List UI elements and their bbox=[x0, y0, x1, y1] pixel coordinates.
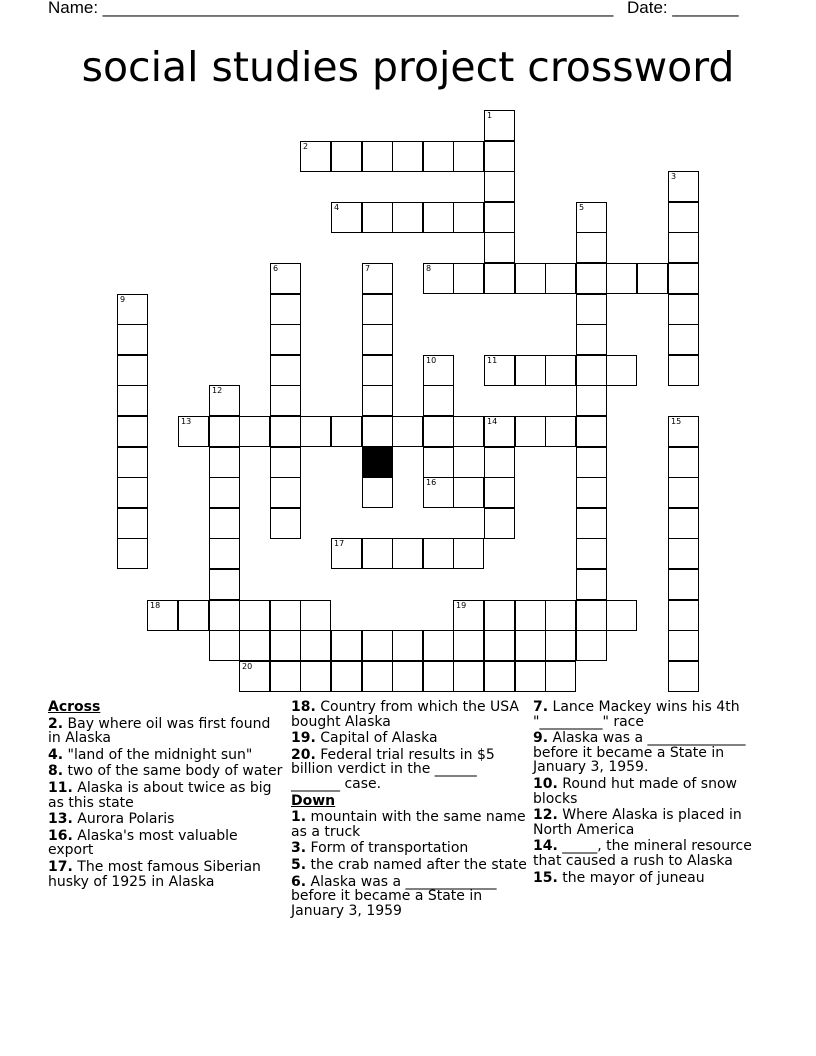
down-heading: Down bbox=[291, 792, 336, 809]
crossword-cell[interactable] bbox=[239, 630, 270, 661]
clue-item bbox=[291, 748, 529, 792]
crossword-cell[interactable] bbox=[576, 630, 607, 661]
crossword-cell[interactable] bbox=[270, 447, 301, 478]
clue-number-label: 4. bbox=[48, 746, 64, 763]
clue-number: 10 bbox=[426, 356, 437, 365]
crossword-cell[interactable] bbox=[576, 508, 607, 539]
across-clue-list bbox=[48, 717, 286, 890]
clue-number-label: 13. bbox=[48, 811, 73, 828]
clue-number-label: 10. bbox=[533, 775, 558, 792]
crossword-cell[interactable] bbox=[270, 600, 301, 631]
crossword-cell[interactable] bbox=[668, 263, 699, 294]
crossword-cell[interactable] bbox=[270, 477, 301, 508]
crossword-cell[interactable] bbox=[484, 171, 515, 202]
crossword-cell[interactable] bbox=[270, 661, 301, 692]
clue-item bbox=[291, 731, 529, 746]
clue-item bbox=[533, 808, 771, 837]
crossword-cell[interactable] bbox=[423, 202, 454, 233]
crossword-cell[interactable] bbox=[668, 661, 699, 692]
crossword-cell[interactable] bbox=[209, 630, 240, 661]
clue-text: mountain with the same name as a truck bbox=[291, 809, 526, 840]
crossword-cell[interactable] bbox=[392, 202, 423, 233]
clue-text: Alaska was a ______________ before it became a State in January 3, 1959. bbox=[533, 730, 746, 776]
crossword-cell[interactable] bbox=[270, 508, 301, 539]
crossword-cell[interactable] bbox=[423, 141, 454, 172]
crossword-cell[interactable] bbox=[270, 416, 301, 447]
crossword-cell[interactable] bbox=[209, 569, 240, 600]
crossword-cell[interactable] bbox=[515, 263, 546, 294]
crossword-cell[interactable] bbox=[117, 355, 148, 386]
clue-number: 4 bbox=[334, 203, 340, 212]
clue-number: 18 bbox=[150, 601, 161, 610]
clue-number-label: 7. bbox=[533, 699, 549, 715]
clue-item bbox=[48, 829, 286, 858]
crossword-cell[interactable] bbox=[331, 661, 362, 692]
crossword-cell[interactable] bbox=[668, 202, 699, 233]
crossword-cell[interactable] bbox=[239, 600, 270, 631]
crossword-cell[interactable] bbox=[209, 447, 240, 478]
clue-number: 5 bbox=[579, 203, 585, 212]
crossword-cell[interactable] bbox=[453, 600, 484, 631]
clue-text: Federal trial results in $5 billion verdict in the ______ _______ case. bbox=[291, 746, 495, 792]
crossword-cell[interactable] bbox=[270, 630, 301, 661]
clue-text: Capital of Alaska bbox=[315, 730, 438, 747]
crossword-cell[interactable] bbox=[453, 416, 484, 447]
crossword-cell[interactable] bbox=[576, 232, 607, 263]
crossword-cell[interactable] bbox=[362, 385, 393, 416]
clue-text: Alaska is about twice as big as this state bbox=[48, 779, 272, 811]
crossword-cell[interactable] bbox=[668, 630, 699, 661]
clue-number-label: 1. bbox=[291, 809, 307, 826]
crossword-cell[interactable] bbox=[484, 447, 515, 478]
crossword-cell[interactable] bbox=[331, 630, 362, 661]
clue-number-label: 15. bbox=[533, 869, 558, 886]
crossword-cell[interactable] bbox=[270, 324, 301, 355]
crossword-cell[interactable] bbox=[545, 263, 576, 294]
clue-item bbox=[533, 839, 771, 868]
clue-number-label: 8. bbox=[48, 763, 64, 780]
date-field-label[interactable]: Date: _______ bbox=[627, 0, 739, 17]
clue-text: The most famous Siberian husky of 1925 in Alaska bbox=[48, 858, 261, 890]
crossword-cell[interactable] bbox=[209, 385, 240, 416]
crossword-cell[interactable] bbox=[362, 141, 393, 172]
clue-text: the crab named after the state bbox=[306, 856, 527, 873]
crossword-cell[interactable] bbox=[423, 416, 454, 447]
crossword-cell[interactable] bbox=[423, 447, 454, 478]
clue-item bbox=[291, 841, 529, 856]
crossword-cell[interactable] bbox=[576, 355, 607, 386]
crossword-cell[interactable] bbox=[117, 416, 148, 447]
crossword-cell[interactable] bbox=[147, 600, 178, 631]
crossword-cell[interactable] bbox=[576, 600, 607, 631]
clue-number: 1 bbox=[487, 111, 493, 120]
clue-number: 20 bbox=[242, 662, 253, 671]
clue-item bbox=[291, 875, 529, 919]
clue-number-label: 18. bbox=[291, 699, 316, 715]
crossword-cell[interactable] bbox=[576, 263, 607, 294]
clue-item bbox=[48, 764, 286, 779]
crossword-cell[interactable] bbox=[423, 355, 454, 386]
crossword-cell[interactable] bbox=[576, 294, 607, 325]
crossword-cell[interactable] bbox=[545, 661, 576, 692]
clue-text: Bay where oil was first found in Alaska bbox=[48, 715, 271, 747]
clue-number-label: 16. bbox=[48, 827, 73, 844]
crossword-cell[interactable] bbox=[423, 477, 454, 508]
clue-item bbox=[533, 700, 771, 729]
crossword-cell[interactable] bbox=[576, 569, 607, 600]
crossword-cell[interactable] bbox=[515, 600, 546, 631]
clue-number: 19 bbox=[456, 601, 467, 610]
crossword-cell[interactable] bbox=[331, 416, 362, 447]
clue-number: 8 bbox=[426, 264, 432, 273]
crossword-cell[interactable] bbox=[270, 263, 301, 294]
crossword-cell[interactable] bbox=[362, 202, 393, 233]
crossword-cell[interactable] bbox=[117, 324, 148, 355]
crossword-cell[interactable] bbox=[637, 263, 668, 294]
clue-number-label: 6. bbox=[291, 873, 307, 890]
crossword-cell[interactable] bbox=[117, 447, 148, 478]
crossword-cell[interactable] bbox=[117, 508, 148, 539]
crossword-cell[interactable] bbox=[515, 630, 546, 661]
crossword-cell[interactable] bbox=[576, 202, 607, 233]
crossword-cell[interactable] bbox=[362, 294, 393, 325]
crossword-cell[interactable] bbox=[453, 630, 484, 661]
crossword-cell[interactable] bbox=[392, 661, 423, 692]
clue-number: 6 bbox=[273, 264, 279, 273]
crossword-cell[interactable] bbox=[117, 538, 148, 569]
crossword-cell[interactable] bbox=[209, 508, 240, 539]
clue-text: Aurora Polaris bbox=[72, 811, 175, 828]
clue-number: 9 bbox=[120, 295, 126, 304]
crossword-cell[interactable] bbox=[668, 324, 699, 355]
clue-text: Round hut made of snow blocks bbox=[533, 775, 737, 807]
crossword-cell[interactable] bbox=[484, 355, 515, 386]
down-clue-list-continued bbox=[533, 700, 771, 885]
crossword-cell[interactable] bbox=[453, 538, 484, 569]
clue-number: 16 bbox=[426, 478, 437, 487]
crossword-cell[interactable] bbox=[484, 477, 515, 508]
crossword-cell[interactable] bbox=[453, 263, 484, 294]
crossword-cell[interactable] bbox=[270, 385, 301, 416]
crossword-cell[interactable] bbox=[178, 600, 209, 631]
crossword-cell[interactable] bbox=[668, 447, 699, 478]
crossword-cell[interactable] bbox=[545, 630, 576, 661]
crossword-cell[interactable] bbox=[423, 630, 454, 661]
crossword-cell[interactable] bbox=[606, 263, 637, 294]
crossword-cell[interactable] bbox=[484, 110, 515, 141]
crossword-cell[interactable] bbox=[515, 355, 546, 386]
crossword-cell[interactable] bbox=[392, 141, 423, 172]
crossword-cell[interactable] bbox=[576, 385, 607, 416]
across-clue-list-continued bbox=[291, 700, 529, 792]
clue-text: Country from which the USA bought Alaska bbox=[291, 699, 519, 730]
crossword-cell[interactable] bbox=[545, 355, 576, 386]
clue-text: two of the same body of water bbox=[63, 763, 283, 780]
crossword-cell[interactable] bbox=[117, 477, 148, 508]
crossword-cell[interactable] bbox=[453, 141, 484, 172]
clue-number-label: 5. bbox=[291, 856, 307, 873]
crossword-cell[interactable] bbox=[576, 538, 607, 569]
clue-item bbox=[48, 748, 286, 763]
clue-number-label: 17. bbox=[48, 858, 73, 875]
crossword-cell[interactable] bbox=[668, 569, 699, 600]
crossword-cell[interactable] bbox=[209, 538, 240, 569]
crossword-cell[interactable] bbox=[362, 477, 393, 508]
clue-number: 15 bbox=[671, 417, 682, 426]
crossword-cell[interactable] bbox=[484, 263, 515, 294]
crossword-cell[interactable] bbox=[576, 324, 607, 355]
crossword-cell[interactable] bbox=[300, 661, 331, 692]
clue-text: Form of transportation bbox=[306, 840, 469, 857]
crossword-cell[interactable] bbox=[668, 538, 699, 569]
crossword-cell[interactable] bbox=[484, 630, 515, 661]
crossword-cell[interactable] bbox=[515, 416, 546, 447]
clue-number-label: 2. bbox=[48, 715, 64, 732]
crossword-cell[interactable] bbox=[484, 600, 515, 631]
crossword-cell[interactable] bbox=[484, 202, 515, 233]
clue-text: Alaska's most valuable export bbox=[48, 827, 238, 859]
clue-text: Alaska was a _____________ before it became a State in January 3, 1959 bbox=[291, 873, 497, 919]
crossword-cell[interactable] bbox=[484, 508, 515, 539]
crossword-cell[interactable] bbox=[117, 385, 148, 416]
crossword-cell[interactable] bbox=[362, 630, 393, 661]
crossword-cell[interactable] bbox=[423, 385, 454, 416]
crossword-cell[interactable] bbox=[362, 538, 393, 569]
crossword-cell[interactable] bbox=[209, 477, 240, 508]
clue-number: 7 bbox=[365, 264, 371, 273]
page-title: social studies project crossword bbox=[81, 43, 735, 91]
crossword-cell[interactable] bbox=[606, 600, 637, 631]
clue-text: _____, the mineral resource that caused a rush to Alaska bbox=[533, 838, 752, 869]
crossword-cell[interactable] bbox=[392, 538, 423, 569]
clue-item bbox=[48, 860, 286, 889]
crossword-cell[interactable] bbox=[423, 263, 454, 294]
crossword-cell[interactable] bbox=[668, 232, 699, 263]
clues-column-2 bbox=[291, 700, 529, 920]
clue-number-label: 3. bbox=[291, 840, 307, 857]
crossword-cell[interactable] bbox=[668, 416, 699, 447]
black-square bbox=[362, 447, 393, 478]
crossword-cell[interactable] bbox=[392, 630, 423, 661]
crossword-cell[interactable] bbox=[668, 355, 699, 386]
crossword-cell[interactable] bbox=[331, 141, 362, 172]
clue-text: the mayor of juneau bbox=[557, 869, 705, 886]
clue-text: "land of the midnight sun" bbox=[63, 746, 253, 763]
crossword-cell[interactable] bbox=[515, 661, 546, 692]
clue-item bbox=[291, 700, 529, 729]
crossword-cell[interactable] bbox=[239, 416, 270, 447]
crossword-cell[interactable] bbox=[484, 141, 515, 172]
crossword-cell[interactable] bbox=[300, 600, 331, 631]
crossword-cell[interactable] bbox=[300, 416, 331, 447]
clues-column-1 bbox=[48, 700, 286, 891]
crossword-cell[interactable] bbox=[668, 171, 699, 202]
clue-item bbox=[533, 871, 771, 886]
crossword-cell[interactable] bbox=[576, 477, 607, 508]
crossword-cell[interactable] bbox=[668, 600, 699, 631]
clue-number: 13 bbox=[181, 417, 192, 426]
clue-number: 12 bbox=[212, 386, 223, 395]
crossword-cell[interactable] bbox=[270, 294, 301, 325]
clue-number-label: 12. bbox=[533, 807, 558, 824]
clue-number: 11 bbox=[487, 356, 498, 365]
crossword-cell[interactable] bbox=[239, 661, 270, 692]
clue-text: Where Alaska is placed in North America bbox=[533, 807, 742, 838]
crossword-cell[interactable] bbox=[453, 202, 484, 233]
crossword-cell[interactable] bbox=[300, 630, 331, 661]
clue-number-label: 11. bbox=[48, 779, 73, 796]
crossword-cell[interactable] bbox=[484, 416, 515, 447]
clue-item bbox=[533, 731, 771, 775]
crossword-cell[interactable] bbox=[453, 477, 484, 508]
crossword-cell[interactable] bbox=[453, 661, 484, 692]
crossword-cell[interactable] bbox=[668, 508, 699, 539]
clue-item bbox=[48, 812, 286, 827]
crossword-cell[interactable] bbox=[362, 661, 393, 692]
crossword-cell[interactable] bbox=[178, 416, 209, 447]
clue-item bbox=[48, 781, 286, 810]
name-field-label[interactable]: Name: ______________________________________________________ bbox=[48, 0, 614, 17]
crossword-cell[interactable] bbox=[484, 661, 515, 692]
crossword-cell[interactable] bbox=[300, 141, 331, 172]
crossword-cell[interactable] bbox=[209, 416, 240, 447]
clue-number: 14 bbox=[487, 417, 498, 426]
clue-number-label: 19. bbox=[291, 730, 316, 747]
crossword-cell[interactable] bbox=[423, 538, 454, 569]
clue-number: 3 bbox=[671, 172, 677, 181]
crossword-cell[interactable] bbox=[362, 416, 393, 447]
clue-text: Lance Mackey wins his 4th "_________" race bbox=[533, 699, 740, 730]
crossword-cell[interactable] bbox=[484, 232, 515, 263]
across-heading: Across bbox=[48, 699, 101, 715]
crossword-cell[interactable] bbox=[270, 355, 301, 386]
clue-number-label: 20. bbox=[291, 746, 316, 763]
crossword-cell[interactable] bbox=[392, 416, 423, 447]
clue-number: 17 bbox=[334, 539, 345, 548]
crossword-cell[interactable] bbox=[362, 263, 393, 294]
clue-item bbox=[533, 777, 771, 806]
clue-item bbox=[291, 810, 529, 839]
crossword-cell[interactable] bbox=[331, 538, 362, 569]
crossword-cell[interactable] bbox=[362, 355, 393, 386]
crossword-cell[interactable] bbox=[606, 355, 637, 386]
clue-number-label: 9. bbox=[533, 730, 549, 747]
clue-number-label: 14. bbox=[533, 838, 558, 855]
crossword-cell[interactable] bbox=[209, 600, 240, 631]
clues-column-3 bbox=[533, 700, 771, 887]
crossword-cell[interactable] bbox=[576, 416, 607, 447]
crossword-cell[interactable] bbox=[545, 600, 576, 631]
crossword-cell[interactable] bbox=[362, 324, 393, 355]
down-clue-list bbox=[291, 810, 529, 918]
crossword-cell[interactable] bbox=[331, 202, 362, 233]
clue-item bbox=[48, 717, 286, 746]
crossword-cell[interactable] bbox=[117, 294, 148, 325]
crossword-cell[interactable] bbox=[545, 416, 576, 447]
crossword-cell[interactable] bbox=[423, 661, 454, 692]
clue-number: 2 bbox=[303, 142, 309, 151]
clue-item bbox=[291, 858, 529, 873]
crossword-cell[interactable] bbox=[576, 447, 607, 478]
crossword-cell[interactable] bbox=[668, 477, 699, 508]
crossword-cell[interactable] bbox=[668, 294, 699, 325]
